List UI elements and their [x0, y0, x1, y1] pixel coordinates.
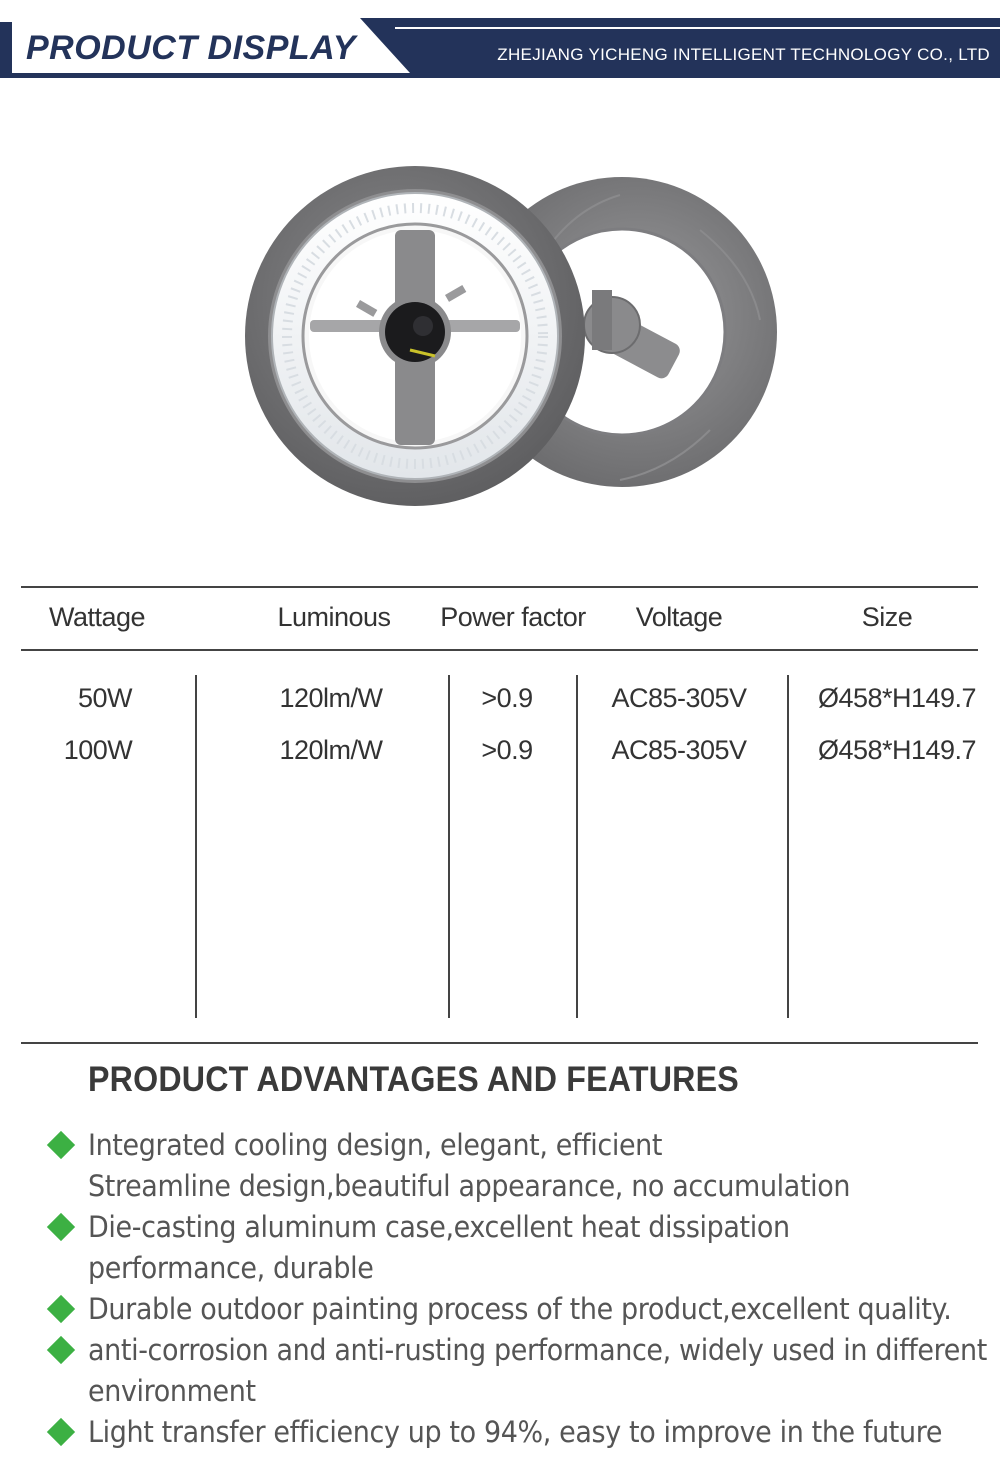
column-header-voltage: Voltage	[635, 602, 723, 632]
round-led-street-light-image	[240, 150, 785, 530]
features-list	[0, 1125, 1000, 1453]
features-heading: PRODUCT ADVANTAGES AND FEATURES	[88, 1060, 739, 1099]
feature-text: Streamline design,beautiful appearance, no accumulation	[88, 1169, 851, 1203]
feature-text: Light transfer efficiency up to 94%, easy to improve in the future	[88, 1415, 943, 1449]
cell-voltage: AC85-305V	[611, 683, 747, 713]
column-divider	[195, 675, 197, 1018]
feature-text: anti-corrosion and anti-rusting performance, widely used in different	[88, 1333, 987, 1367]
green-diamond-bullet-icon	[47, 1336, 75, 1364]
green-diamond-bullet-icon	[47, 1213, 75, 1241]
list-item	[0, 1289, 1000, 1330]
cell-size: Ø458*H149.7	[817, 683, 977, 713]
table-bottom-rule	[21, 1042, 978, 1044]
column-header-size: Size	[861, 602, 913, 632]
table-header-rule	[21, 649, 978, 651]
green-diamond-bullet-icon	[47, 1131, 75, 1159]
list-item	[0, 1125, 1000, 1207]
feature-text: performance, durable	[88, 1251, 374, 1285]
company-name: ZHEJIANG YICHENG INTELLIGENT TECHNOLOGY CO., LTD	[497, 45, 990, 64]
cell-wattage: 100W	[63, 735, 133, 765]
list-item	[0, 1330, 1000, 1412]
header-tab-edge	[0, 22, 12, 73]
feature-text: Integrated cooling design, elegant, efficient	[88, 1128, 663, 1162]
cell-power-factor: >0.9	[481, 683, 533, 713]
column-divider	[448, 675, 450, 1018]
page-header	[0, 0, 1000, 90]
front-housing	[245, 166, 585, 506]
column-header-luminous: Luminous	[277, 602, 391, 632]
feature-text: Durable outdoor painting process of the product,excellent quality.	[88, 1292, 952, 1326]
table-top-rule	[21, 586, 978, 588]
cell-power-factor: >0.9	[481, 735, 533, 765]
header-divider-line	[395, 27, 1000, 29]
list-item	[0, 1207, 1000, 1289]
column-divider	[576, 675, 578, 1018]
page-title: PRODUCT DISPLAY	[26, 29, 356, 67]
list-item	[0, 1412, 1000, 1453]
cell-voltage: AC85-305V	[611, 735, 747, 765]
green-diamond-bullet-icon	[47, 1418, 75, 1446]
feature-text: environment	[88, 1374, 256, 1408]
cell-luminous: 120lm/W	[279, 683, 383, 713]
cell-size: Ø458*H149.7	[817, 735, 977, 765]
cell-luminous: 120lm/W	[279, 735, 383, 765]
column-divider	[787, 675, 789, 1018]
column-header-wattage: Wattage	[48, 602, 146, 632]
cell-wattage: 50W	[77, 683, 133, 713]
green-diamond-bullet-icon	[47, 1295, 75, 1323]
column-header-power-factor: Power factor	[440, 602, 586, 632]
feature-text: Die-casting aluminum case,excellent heat dissipation	[88, 1210, 790, 1244]
